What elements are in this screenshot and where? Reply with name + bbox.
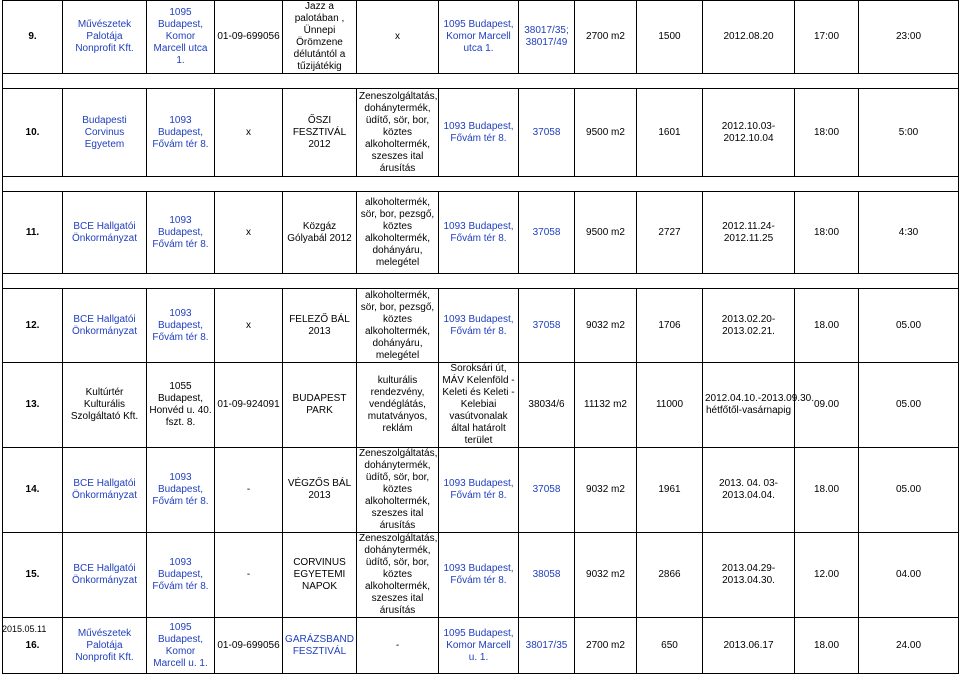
services: x bbox=[357, 1, 439, 74]
organizer-address: 1093 Budapest, Fővám tér 8. bbox=[147, 192, 215, 274]
closing-time: 5:00 bbox=[859, 89, 959, 177]
venue: 1093 Budapest, Fővám tér 8. bbox=[439, 192, 519, 274]
organizer: BCE Hallgatói Önkormányzat bbox=[63, 533, 147, 618]
parcel-number: 37058 bbox=[519, 192, 575, 274]
registration-number: 01-09-699056 bbox=[215, 1, 283, 74]
parcel-number: 37058 bbox=[519, 89, 575, 177]
table-row bbox=[3, 363, 959, 448]
row-number: 13. bbox=[3, 363, 63, 448]
parcel-number: 37058 bbox=[519, 448, 575, 533]
event-name: FELEZŐ BÁL 2013 bbox=[283, 289, 357, 363]
print-date: 2015.05.11 bbox=[2, 624, 47, 634]
events-table bbox=[2, 0, 959, 674]
row-number: 9. bbox=[3, 1, 63, 74]
closing-time: 4:30 bbox=[859, 192, 959, 274]
row-number: 16. bbox=[3, 618, 63, 674]
parcel-number: 37058 bbox=[519, 289, 575, 363]
capacity: 2866 bbox=[637, 533, 703, 618]
services: alkoholtermék, sör, bor, pezsgő, köztes alkoholtermék, dohányáru, melegétel bbox=[357, 289, 439, 363]
row-separator bbox=[3, 177, 959, 192]
event-date: 2013.02.20-2013.02.21. bbox=[703, 289, 795, 363]
opening-time: 17:00 bbox=[795, 1, 859, 74]
organizer: BCE Hallgatói Önkormányzat bbox=[63, 192, 147, 274]
area: 2700 m2 bbox=[575, 618, 637, 674]
opening-time: 09.00 bbox=[795, 363, 859, 448]
capacity: 1601 bbox=[637, 89, 703, 177]
closing-time: 05.00 bbox=[859, 363, 959, 448]
area: 9500 m2 bbox=[575, 192, 637, 274]
capacity: 11000 bbox=[637, 363, 703, 448]
organizer: Budapesti Corvinus Egyetem bbox=[63, 89, 147, 177]
opening-time: 18:00 bbox=[795, 192, 859, 274]
organizer-address: 1055 Budapest, Honvéd u. 40. fszt. 8. bbox=[147, 363, 215, 448]
organizer-address: 1095 Budapest, Komor Marcell u. 1. bbox=[147, 618, 215, 674]
venue: 1095 Budapest, Komor Marcell utca 1. bbox=[439, 1, 519, 74]
parcel-number: 38017/35 bbox=[519, 618, 575, 674]
opening-time: 18.00 bbox=[795, 618, 859, 674]
organizer: Művészetek Palotája Nonprofit Kft. bbox=[63, 1, 147, 74]
services: - bbox=[357, 618, 439, 674]
organizer: Kultúrtér Kulturális Szolgáltató Kft. bbox=[63, 363, 147, 448]
registration-number: 01-09-699056 bbox=[215, 618, 283, 674]
registration-number: x bbox=[215, 289, 283, 363]
table-row bbox=[3, 289, 959, 363]
event-name: ŐSZI FESZTIVÁL 2012 bbox=[283, 89, 357, 177]
table-row bbox=[3, 533, 959, 618]
row-separator bbox=[3, 274, 959, 289]
organizer-address: 1093 Budapest, Fővám tér 8. bbox=[147, 533, 215, 618]
parcel-number: 38034/6 bbox=[519, 363, 575, 448]
event-date: 2013. 04. 03-2013.04.04. bbox=[703, 448, 795, 533]
services: Zeneszolgáltatás, dohánytermék, üdítő, sör, bor, köztes alkoholtermék, szeszes ital árusítás bbox=[357, 448, 439, 533]
event-date: 2012.08.20 bbox=[703, 1, 795, 74]
venue: 1093 Budapest, Fővám tér 8. bbox=[439, 448, 519, 533]
row-number: 12. bbox=[3, 289, 63, 363]
table-row bbox=[3, 89, 959, 177]
venue: Soroksári út, MÁV Kelenföld - Keleti és Keleti - Kelebiai vasútvonalak által határolt terület bbox=[439, 363, 519, 448]
event-date: 2013.04.29-2013.04.30. bbox=[703, 533, 795, 618]
table-row bbox=[3, 448, 959, 533]
services: kulturális rendezvény, vendéglátás, mutatványos, reklám bbox=[357, 363, 439, 448]
opening-time: 12.00 bbox=[795, 533, 859, 618]
area: 9500 m2 bbox=[575, 89, 637, 177]
closing-time: 04.00 bbox=[859, 533, 959, 618]
organizer: Művészetek Palotája Nonprofit Kft. bbox=[63, 618, 147, 674]
table-row bbox=[3, 192, 959, 274]
opening-time: 18:00 bbox=[795, 89, 859, 177]
opening-time: 18.00 bbox=[795, 448, 859, 533]
registration-number: x bbox=[215, 89, 283, 177]
registration-number: - bbox=[215, 533, 283, 618]
organizer-address: 1095 Budapest, Komor Marcell utca 1. bbox=[147, 1, 215, 74]
venue: 1093 Budapest, Fővám tér 8. bbox=[439, 289, 519, 363]
venue: 1093 Budapest, Fővám tér 8. bbox=[439, 533, 519, 618]
organizer: BCE Hallgatói Önkormányzat bbox=[63, 448, 147, 533]
capacity: 1706 bbox=[637, 289, 703, 363]
parcel-number: 38058 bbox=[519, 533, 575, 618]
closing-time: 05.00 bbox=[859, 289, 959, 363]
closing-time: 05.00 bbox=[859, 448, 959, 533]
event-date: 2012.10.03-2012.10.04 bbox=[703, 89, 795, 177]
event-name: Jazz a palotában , Ünnepi Örömzene délutántól a tűzijátékig bbox=[283, 1, 357, 74]
services: Zeneszolgáltatás, dohánytermék, üdítő, sör, bor, köztes alkoholtermék, szeszes ital árusítás bbox=[357, 533, 439, 618]
venue: 1093 Budapest, Fővám tér 8. bbox=[439, 89, 519, 177]
registration-number: - bbox=[215, 448, 283, 533]
area: 9032 m2 bbox=[575, 448, 637, 533]
capacity: 1961 bbox=[637, 448, 703, 533]
opening-time: 18.00 bbox=[795, 289, 859, 363]
event-name: VÉGZŐS BÁL 2013 bbox=[283, 448, 357, 533]
services: alkoholtermék, sör, bor, pezsgő, köztes alkoholtermék, dohányáru, melegétel bbox=[357, 192, 439, 274]
services: Zeneszolgáltatás, dohánytermék, üdítő, sör, bor, köztes alkoholtermék, szeszes ital árusítás bbox=[357, 89, 439, 177]
area: 11132 m2 bbox=[575, 363, 637, 448]
capacity: 1500 bbox=[637, 1, 703, 74]
closing-time: 23:00 bbox=[859, 1, 959, 74]
venue: 1095 Budapest, Komor Marcell u. 1. bbox=[439, 618, 519, 674]
capacity: 2727 bbox=[637, 192, 703, 274]
row-number: 11. bbox=[3, 192, 63, 274]
parcel-number: 38017/35; 38017/49 bbox=[519, 1, 575, 74]
organizer: BCE Hallgatói Önkormányzat bbox=[63, 289, 147, 363]
event-name: Közgáz Gólyabál 2012 bbox=[283, 192, 357, 274]
table-row bbox=[3, 618, 959, 674]
event-name: GARÁZSBAND FESZTIVÁL bbox=[283, 618, 357, 674]
event-date: 2013.06.17 bbox=[703, 618, 795, 674]
registration-number: x bbox=[215, 192, 283, 274]
row-separator bbox=[3, 74, 959, 89]
area: 2700 m2 bbox=[575, 1, 637, 74]
area: 9032 m2 bbox=[575, 533, 637, 618]
table-row bbox=[3, 1, 959, 74]
organizer-address: 1093 Budapest, Fővám tér 8. bbox=[147, 448, 215, 533]
row-number: 15. bbox=[3, 533, 63, 618]
registration-number: 01-09-924091 bbox=[215, 363, 283, 448]
area: 9032 m2 bbox=[575, 289, 637, 363]
row-number: 10. bbox=[3, 89, 63, 177]
organizer-address: 1093 Budapest, Fővám tér 8. bbox=[147, 289, 215, 363]
row-number: 14. bbox=[3, 448, 63, 533]
event-date: 2012.04.10.-2013.09.30. hétfőtől-vasárnapig bbox=[703, 363, 795, 448]
event-name: BUDAPEST PARK bbox=[283, 363, 357, 448]
organizer-address: 1093 Budapest, Fővám tér 8. bbox=[147, 89, 215, 177]
capacity: 650 bbox=[637, 618, 703, 674]
event-date: 2012.11.24-2012.11.25 bbox=[703, 192, 795, 274]
event-name: CORVINUS EGYETEMI NAPOK bbox=[283, 533, 357, 618]
closing-time: 24.00 bbox=[859, 618, 959, 674]
